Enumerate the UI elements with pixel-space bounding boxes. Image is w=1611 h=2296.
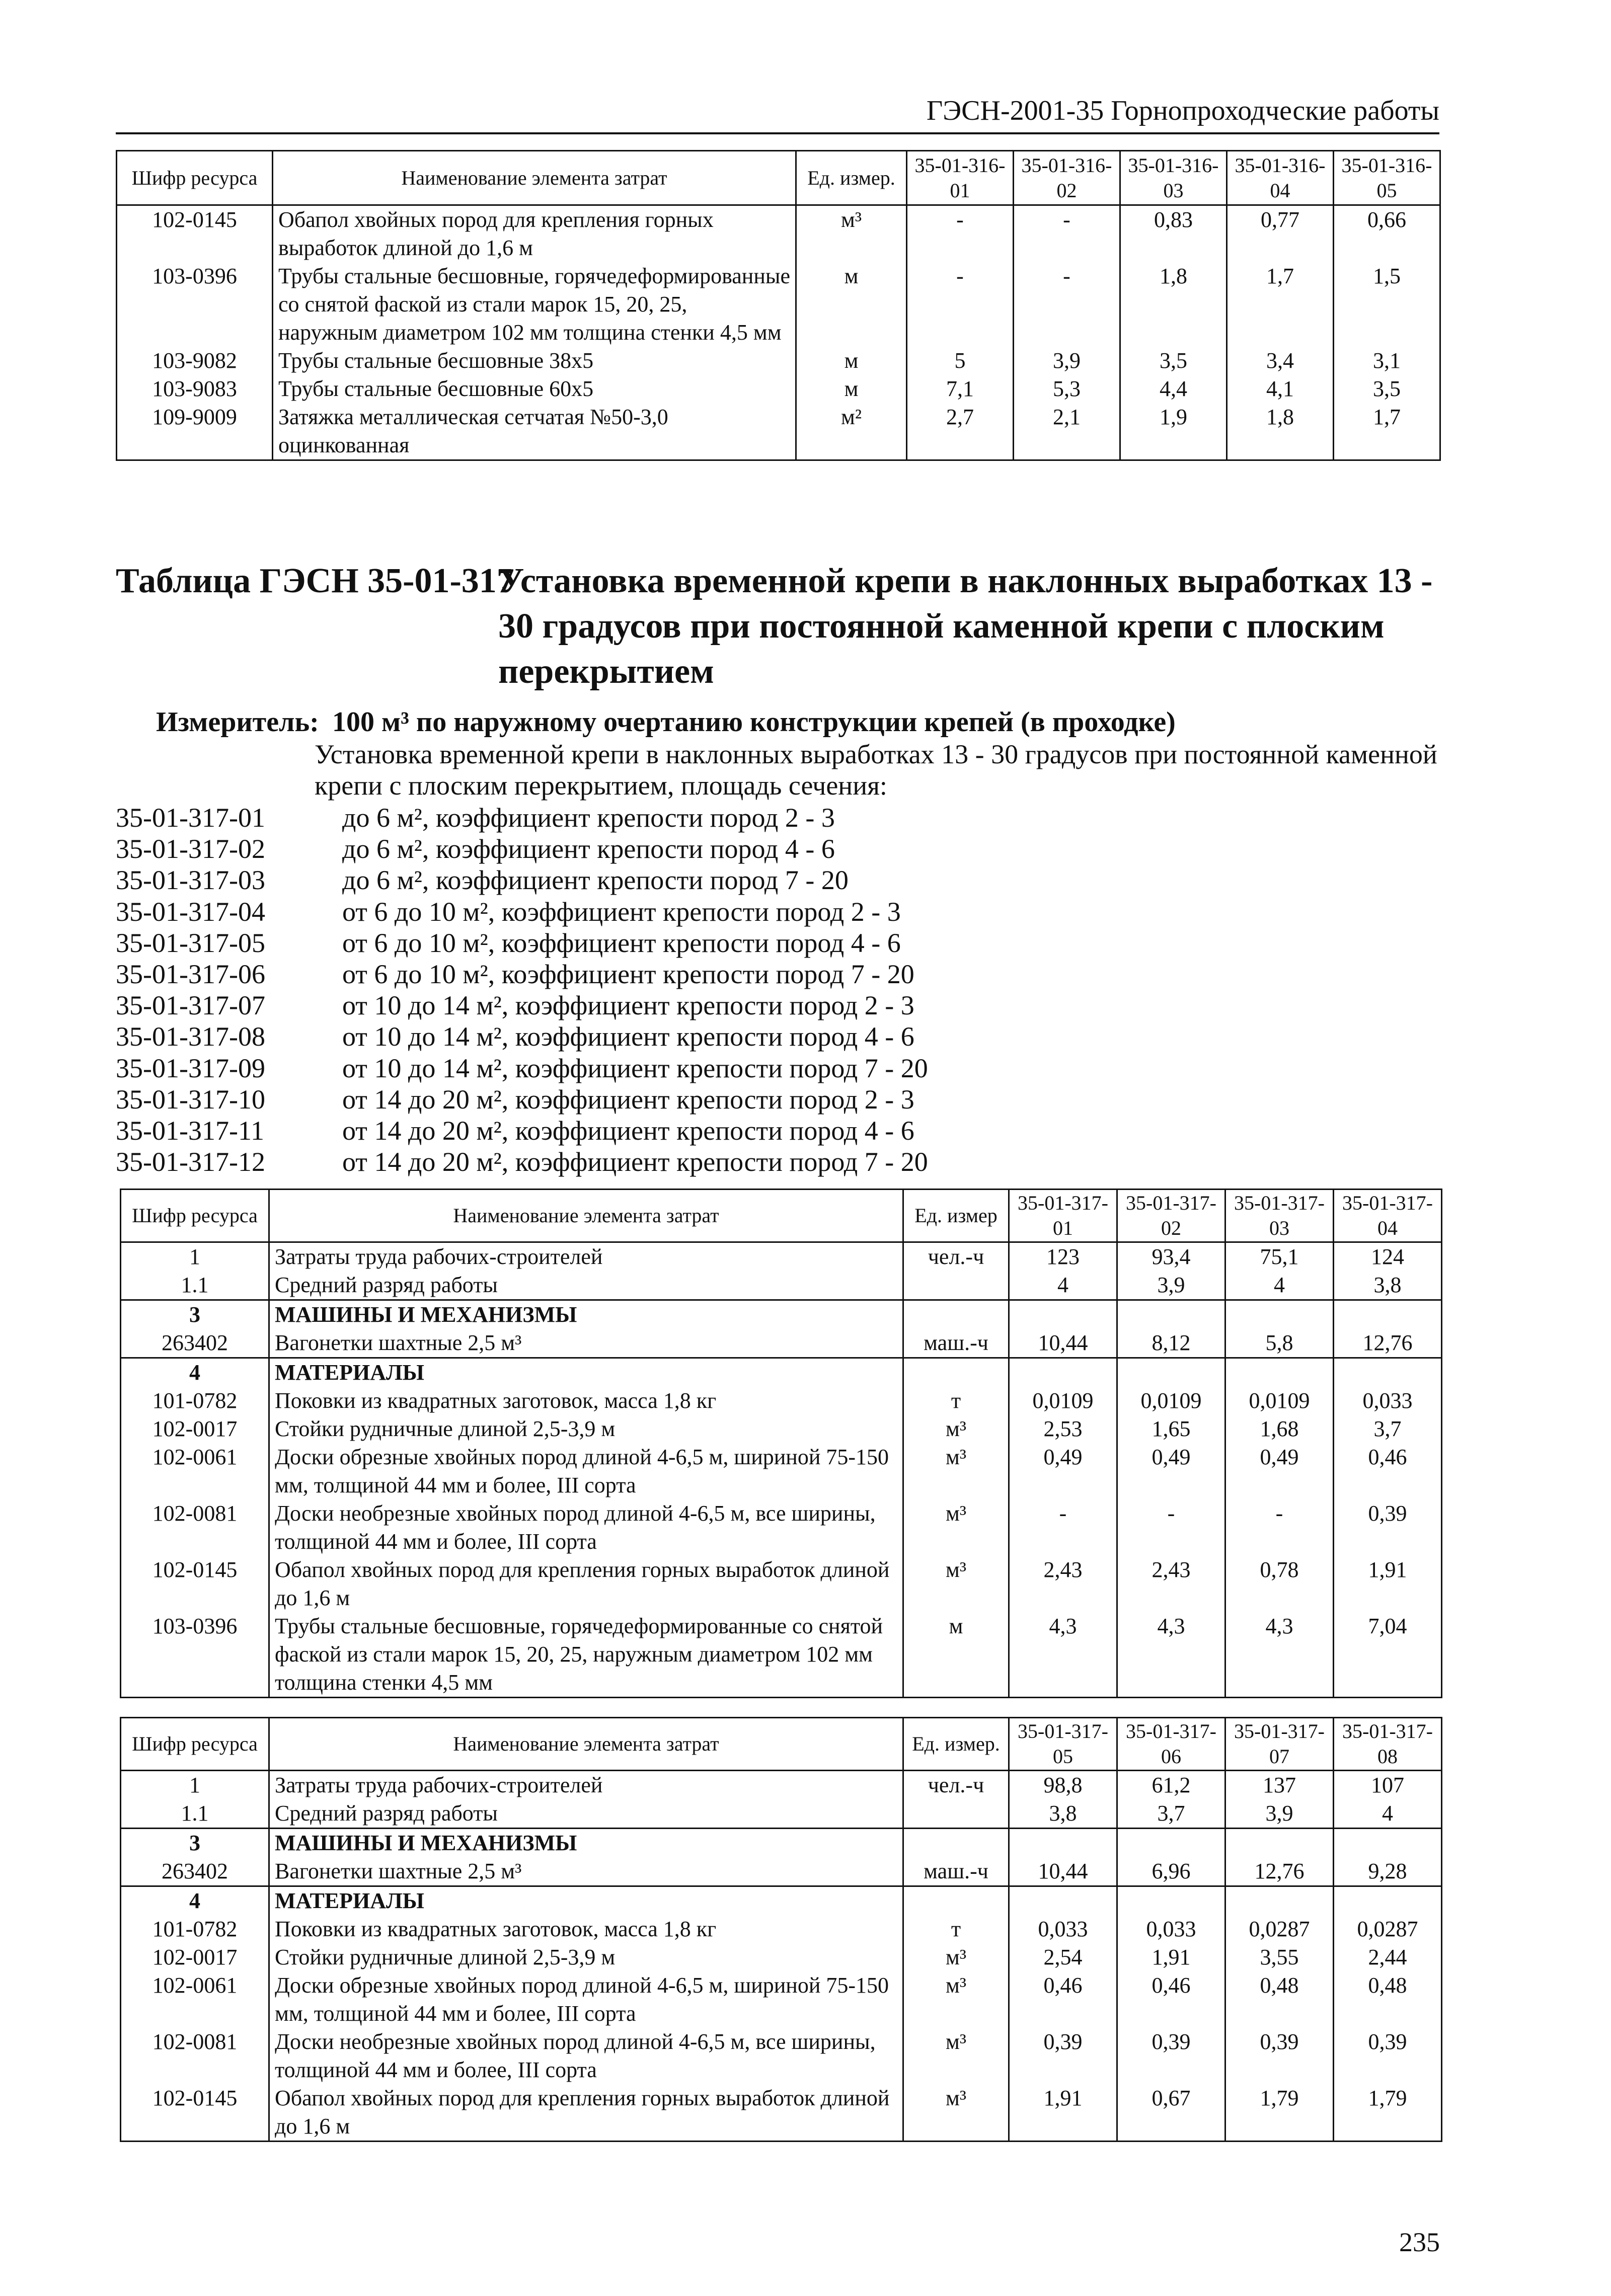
page-number: 235 [1399,2227,1440,2257]
resource-value [1117,1829,1225,1858]
table-row [121,1443,1442,1499]
resource-value: 1,79 [1225,2084,1334,2142]
norm-code: 35-01-317-09 [116,1053,265,1083]
norm-code: 35-01-317-06 [116,959,265,990]
resource-value [1334,1300,1442,1329]
norm-code-item [116,833,928,864]
table-row [117,262,1440,347]
norm-code: 35-01-317-05 [116,927,265,958]
meter-label: Измеритель: [156,706,319,738]
table-row [121,1415,1442,1443]
norm-description: от 6 до 10 м², коэффициент крепости пород 2 - 3 [342,896,901,927]
resource-code: 102-0017 [121,1943,269,1971]
resource-name: Обапол хвойных пород для крепления горных выработок длиной до 1,6 м [273,205,796,263]
resource-value: 1,65 [1117,1415,1225,1443]
resource-unit: м³ [903,1499,1009,1556]
resource-code: 3 [121,1300,269,1329]
resource-unit: м³ [903,1443,1009,1499]
resource-value [1225,1829,1334,1858]
resource-value: 5 [907,347,1014,375]
resource-code: 4 [121,1358,269,1387]
norm-description: от 14 до 20 м², коэффициент крепости пород 2 - 3 [342,1084,914,1115]
resource-value: 0,0109 [1117,1387,1225,1415]
norm-description: от 6 до 10 м², коэффициент крепости пород 7 - 20 [342,959,914,990]
resource-value: 1,5 [1334,262,1440,347]
resource-name: МАШИНЫ И МЕХАНИЗМЫ [269,1300,903,1329]
resource-value [1225,1300,1334,1329]
resource-name: Средний разряд работы [269,1271,903,1300]
resource-code: 1.1 [121,1799,269,1829]
resource-value: 3,8 [1009,1799,1117,1829]
resource-value: 3,4 [1227,347,1334,375]
resource-value: 5,3 [1014,375,1120,403]
resource-value: 4,3 [1225,1612,1334,1698]
table-row [121,1915,1442,1943]
resource-value [1117,1300,1225,1329]
resource-value: 3,1 [1334,347,1440,375]
table-row [121,1556,1442,1612]
norm-code-item [116,1021,928,1052]
section-row [121,1886,1442,1916]
resource-value: 3,9 [1014,347,1120,375]
resource-unit [903,1358,1009,1387]
norm-code: 35-01-317-07 [116,990,265,1021]
resource-name: Обапол хвойных пород для крепления горных выработок длиной до 1,6 м [269,2084,903,2142]
resource-value: 124 [1334,1242,1442,1272]
resource-unit: м³ [903,2028,1009,2084]
resource-value: 0,033 [1009,1915,1117,1943]
resource-unit: м² [796,403,907,460]
norm-code: 35-01-317-01 [116,803,265,833]
norm-description: от 6 до 10 м², коэффициент крепости пород 4 - 6 [342,927,901,958]
resource-value: 7,04 [1334,1612,1442,1698]
resource-unit: м³ [903,1556,1009,1612]
resource-value: 0,67 [1117,2084,1225,2142]
table-title-name: Установка временной крепи в наклонных выработках 13 - 30 градусов при постоянной каменной крепи с плоским перекрытием [498,562,1433,691]
resource-value: 4 [1334,1799,1442,1829]
resource-code: 4 [121,1886,269,1916]
resource-table-317-a [120,1189,1442,1698]
col-header-name: Наименование элемента затрат [269,1718,903,1771]
resource-value: 137 [1225,1771,1334,1800]
resource-code: 263402 [121,1857,269,1886]
resource-value: 4,1 [1227,375,1334,403]
resource-value: 93,4 [1117,1242,1225,1272]
section-row [121,1358,1442,1387]
resource-value: 1,7 [1334,403,1440,460]
resource-value: - [1009,1499,1117,1556]
table-row [117,403,1440,460]
table-row [117,375,1440,403]
norm-code: 35-01-317-12 [116,1147,265,1177]
col-header-norm: 35-01-316-03 [1120,151,1227,205]
resource-value: 0,033 [1334,1387,1442,1415]
resource-value: 1,8 [1120,262,1227,347]
resource-value: 0,77 [1227,205,1334,263]
resource-unit: т [903,1915,1009,1943]
resource-unit: м³ [903,1943,1009,1971]
resource-value: 0,39 [1334,2028,1442,2084]
resource-value [1225,1358,1334,1387]
table-row [121,1499,1442,1556]
resource-value: 0,46 [1009,1971,1117,2028]
meter-value: 100 м³ по наружному очертанию конструкции крепей (в проходке) [332,706,1176,738]
resource-value: 3,5 [1120,347,1227,375]
section-row [121,1829,1442,1858]
resource-unit: маш.-ч [903,1857,1009,1886]
resource-value: 0,0109 [1225,1387,1334,1415]
resource-code: 102-0017 [121,1415,269,1443]
resource-value: 4,3 [1009,1612,1117,1698]
table-row [117,347,1440,375]
resource-value: 2,43 [1009,1556,1117,1612]
col-header-unit: Ед. измер [903,1190,1009,1242]
col-header-norm: 35-01-317-02 [1117,1190,1225,1242]
resource-value: 2,1 [1014,403,1120,460]
col-header-norm: 35-01-316-05 [1334,151,1440,205]
col-header-unit: Ед. измер. [903,1718,1009,1771]
norm-description: от 10 до 14 м², коэффициент крепости пород 7 - 20 [342,1053,928,1083]
resource-value: 9,28 [1334,1857,1442,1886]
table-row [121,1943,1442,1971]
resource-value: 0,83 [1120,205,1227,263]
col-header-norm: 35-01-316-01 [907,151,1014,205]
col-header-norm: 35-01-317-07 [1225,1718,1334,1771]
table-row [121,2028,1442,2084]
resource-value: 10,44 [1009,1857,1117,1886]
resource-value [1117,1358,1225,1387]
resource-name: Трубы стальные бесшовные 38x5 [273,347,796,375]
resource-name: Доски необрезные хвойных пород длиной 4-6,5 м, все ширины, толщиной 44 мм и более, III сорта [269,1499,903,1556]
resource-value: 98,8 [1009,1771,1117,1800]
resource-value: - [1225,1499,1334,1556]
resource-code: 102-0061 [121,1443,269,1499]
resource-value: 1,79 [1334,2084,1442,2142]
resource-value: 0,49 [1117,1443,1225,1499]
col-header-code: Шифр ресурса [117,151,273,205]
resource-value: 4 [1225,1271,1334,1300]
resource-name: Поковки из квадратных заготовок, масса 1,8 кг [269,1915,903,1943]
resource-table-316 [116,150,1441,461]
resource-unit: м³ [796,205,907,263]
resource-value: 4,4 [1120,375,1227,403]
norm-description: от 10 до 14 м², коэффициент крепости пород 4 - 6 [342,1021,914,1052]
resource-unit: м [796,347,907,375]
norm-code: 35-01-317-08 [116,1021,265,1052]
norm-description: до 6 м², коэффициент крепости пород 4 - 6 [342,834,835,864]
resource-unit [903,1271,1009,1300]
resource-name: Стойки рудничные длиной 2,5-3,9 м [269,1415,903,1443]
resource-value: 3,5 [1334,375,1440,403]
resource-value: 0,033 [1117,1915,1225,1943]
table-row [121,1242,1442,1272]
norm-code: 35-01-317-03 [116,865,265,896]
col-header-norm: 35-01-317-03 [1225,1190,1334,1242]
norm-code-item [116,802,928,833]
table-row [121,1329,1442,1358]
resource-unit: м³ [903,2084,1009,2142]
resource-unit [903,1829,1009,1858]
resource-code: 103-9082 [117,347,273,375]
col-header-norm: 35-01-317-05 [1009,1718,1117,1771]
resource-value: 3,55 [1225,1943,1334,1971]
resource-code: 102-0145 [117,205,273,263]
resource-value [1334,1886,1442,1916]
resource-value: 0,0287 [1334,1915,1442,1943]
resource-code: 102-0081 [121,2028,269,2084]
resource-value: - [907,262,1014,347]
resource-value: 3,8 [1334,1271,1442,1300]
resource-value: 75,1 [1225,1242,1334,1272]
resource-name: Трубы стальные бесшовные, горячедеформированные со снятой фаской из стали марок 15, 20, 25, наружным диаметром 102 мм толщина стенки 4,5 мм [273,262,796,347]
table-row [121,1971,1442,2028]
table-row [117,205,1440,263]
resource-code: 102-0081 [121,1499,269,1556]
resource-value: 0,46 [1334,1443,1442,1499]
resource-code: 3 [121,1829,269,1858]
norm-code: 35-01-317-02 [116,834,265,864]
norm-code-list [116,802,928,1177]
resource-value: 4 [1009,1271,1117,1300]
resource-code: 103-0396 [121,1612,269,1698]
resource-name: Доски обрезные хвойных пород длиной 4-6,5 м, шириной 75-150 мм, толщиной 44 мм и более, III сорта [269,1443,903,1499]
resource-unit [903,1886,1009,1916]
table-title-prefix: Таблица ГЭСН 35-01-317 [116,562,514,600]
resource-value: 2,7 [907,403,1014,460]
col-header-norm: 35-01-317-06 [1117,1718,1225,1771]
resource-table-317-b [120,1717,1442,2142]
resource-unit: т [903,1387,1009,1415]
resource-value: - [1117,1499,1225,1556]
col-header-name: Наименование элемента затрат [269,1190,903,1242]
resource-value: 6,96 [1117,1857,1225,1886]
resource-value [1009,1358,1117,1387]
intro-text: Установка временной крепи в наклонных выработках 13 - 30 градусов при постоянной каменной крепи с плоским перекрытием, площадь сечения: [315,739,1437,801]
resource-value: 2,44 [1334,1943,1442,1971]
norm-description: от 14 до 20 м², коэффициент крепости пород 4 - 6 [342,1116,914,1146]
norm-code-item [116,1146,928,1177]
resource-code: 109-9009 [117,403,273,460]
resource-unit: м³ [903,1971,1009,2028]
resource-name: Поковки из квадратных заготовок, масса 1,8 кг [269,1387,903,1415]
norm-code: 35-01-317-04 [116,896,265,927]
resource-value [1334,1358,1442,1387]
resource-unit [903,1300,1009,1329]
norm-code-item [116,927,928,959]
table-row [121,1387,1442,1415]
resource-value: 0,48 [1225,1971,1334,2028]
resource-unit [903,1799,1009,1829]
norm-code-item [116,959,928,990]
resource-code: 101-0782 [121,1387,269,1415]
resource-code: 1 [121,1242,269,1272]
norm-code-item [116,896,928,927]
meter-line [156,704,1176,740]
resource-value: 3,7 [1334,1415,1442,1443]
resource-unit: чел.-ч [903,1242,1009,1272]
resource-name: Трубы стальные бесшовные 60x5 [273,375,796,403]
resource-value: - [1014,262,1120,347]
resource-name: Доски необрезные хвойных пород длиной 4-6,5 м, все ширины, толщиной 44 мм и более, III сорта [269,2028,903,2084]
resource-value: 1,8 [1227,403,1334,460]
table-row [121,1799,1442,1829]
table-row [121,1612,1442,1698]
col-header-code: Шифр ресурса [121,1190,269,1242]
resource-unit: м³ [903,1415,1009,1443]
resource-name: Затяжка металлическая сетчатая №50-3,0 оцинкованная [273,403,796,460]
resource-value: 4,3 [1117,1612,1225,1698]
resource-code: 1 [121,1771,269,1800]
resource-value [1009,1300,1117,1329]
col-header-norm: 35-01-316-04 [1227,151,1334,205]
resource-value: 1,9 [1120,403,1227,460]
resource-value: 12,76 [1225,1857,1334,1886]
resource-value: 107 [1334,1771,1442,1800]
resource-name: Обапол хвойных пород для крепления горных выработок длиной до 1,6 м [269,1556,903,1612]
resource-value: 3,9 [1225,1799,1334,1829]
running-header: ГЭСН-2001-35 Горнопроходческие работы [116,93,1439,134]
norm-code-item [116,990,928,1021]
resource-value: 0,0287 [1225,1915,1334,1943]
resource-value: 1,91 [1117,1943,1225,1971]
table-row [121,1271,1442,1300]
resource-unit: м [903,1612,1009,1698]
norm-description: от 10 до 14 м², коэффициент крепости пород 2 - 3 [342,990,914,1021]
norm-description: до 6 м², коэффициент крепости пород 7 - 20 [342,865,849,896]
resource-value: - [1014,205,1120,263]
col-header-name: Наименование элемента затрат [273,151,796,205]
resource-name: МАТЕРИАЛЫ [269,1358,903,1387]
col-header-norm: 35-01-316-02 [1014,151,1120,205]
table-row [121,1771,1442,1800]
norm-code-item [116,1053,928,1084]
resource-value [1009,1886,1117,1916]
resource-name: Вагонетки шахтные 2,5 м³ [269,1329,903,1358]
resource-value: 61,2 [1117,1771,1225,1800]
resource-value [1334,1829,1442,1858]
table-row [121,2084,1442,2142]
resource-code: 102-0145 [121,1556,269,1612]
resource-name: Вагонетки шахтные 2,5 м³ [269,1857,903,1886]
resource-name: Средний разряд работы [269,1799,903,1829]
resource-value: 0,0109 [1009,1387,1117,1415]
resource-name: Доски обрезные хвойных пород длиной 4-6,5 м, шириной 75-150 мм, толщиной 44 мм и более, III сорта [269,1971,903,2028]
resource-value [1225,1886,1334,1916]
resource-unit: маш.-ч [903,1329,1009,1358]
resource-value [1009,1829,1117,1858]
resource-value: 2,54 [1009,1943,1117,1971]
resource-name: Затраты труда рабочих-строителей [269,1242,903,1272]
resource-value: 7,1 [907,375,1014,403]
norm-code-item [116,1115,928,1146]
resource-value: 0,49 [1009,1443,1117,1499]
col-header-norm: 35-01-317-08 [1334,1718,1442,1771]
resource-unit: м [796,375,907,403]
resource-code: 102-0145 [121,2084,269,2142]
resource-value: 3,9 [1117,1271,1225,1300]
norm-description: до 6 м², коэффициент крепости пород 2 - 3 [342,803,835,833]
resource-value: 2,43 [1117,1556,1225,1612]
norm-description: от 14 до 20 м², коэффициент крепости пород 7 - 20 [342,1147,928,1177]
resource-value: 1,91 [1334,1556,1442,1612]
resource-value: 12,76 [1334,1329,1442,1358]
resource-name: Трубы стальные бесшовные, горячедеформированные со снятой фаской из стали марок 15, 20, 25, наружным диаметром 102 мм толщина стенки 4,5 мм [269,1612,903,1698]
resource-name: Стойки рудничные длиной 2,5-3,9 м [269,1943,903,1971]
resource-name: Затраты труда рабочих-строителей [269,1771,903,1800]
resource-code: 101-0782 [121,1915,269,1943]
table-row [121,1857,1442,1886]
resource-value: 0,39 [1117,2028,1225,2084]
norm-code: 35-01-317-11 [116,1116,264,1146]
resource-value: 0,66 [1334,205,1440,263]
resource-code: 102-0061 [121,1971,269,2028]
resource-unit: м [796,262,907,347]
resource-value: 0,48 [1334,1971,1442,2028]
resource-name: МАШИНЫ И МЕХАНИЗМЫ [269,1829,903,1858]
resource-unit: чел.-ч [903,1771,1009,1800]
resource-code: 1.1 [121,1271,269,1300]
resource-value: 8,12 [1117,1329,1225,1358]
resource-value: 10,44 [1009,1329,1117,1358]
resource-value [1117,1886,1225,1916]
resource-code: 263402 [121,1329,269,1358]
col-header-norm: 35-01-317-04 [1334,1190,1442,1242]
resource-value: 0,39 [1225,2028,1334,2084]
resource-value: 2,53 [1009,1415,1117,1443]
resource-value: 1,91 [1009,2084,1117,2142]
resource-value: 0,39 [1009,2028,1117,2084]
resource-code: 103-9083 [117,375,273,403]
resource-value: 0,78 [1225,1556,1334,1612]
section-row [121,1300,1442,1329]
resource-value: 0,49 [1225,1443,1334,1499]
resource-value: 1,7 [1227,262,1334,347]
col-header-norm: 35-01-317-01 [1009,1190,1117,1242]
norm-code-item [116,864,928,896]
resource-value: 5,8 [1225,1329,1334,1358]
resource-value: 0,39 [1334,1499,1442,1556]
col-header-code: Шифр ресурса [121,1718,269,1771]
resource-code: 103-0396 [117,262,273,347]
norm-code-item [116,1084,928,1115]
resource-value: 3,7 [1117,1799,1225,1829]
resource-value: - [907,205,1014,263]
resource-value: 123 [1009,1242,1117,1272]
resource-value: 0,46 [1117,1971,1225,2028]
resource-name: МАТЕРИАЛЫ [269,1886,903,1916]
col-header-unit: Ед. измер. [796,151,907,205]
resource-value: 1,68 [1225,1415,1334,1443]
norm-code: 35-01-317-10 [116,1084,265,1115]
